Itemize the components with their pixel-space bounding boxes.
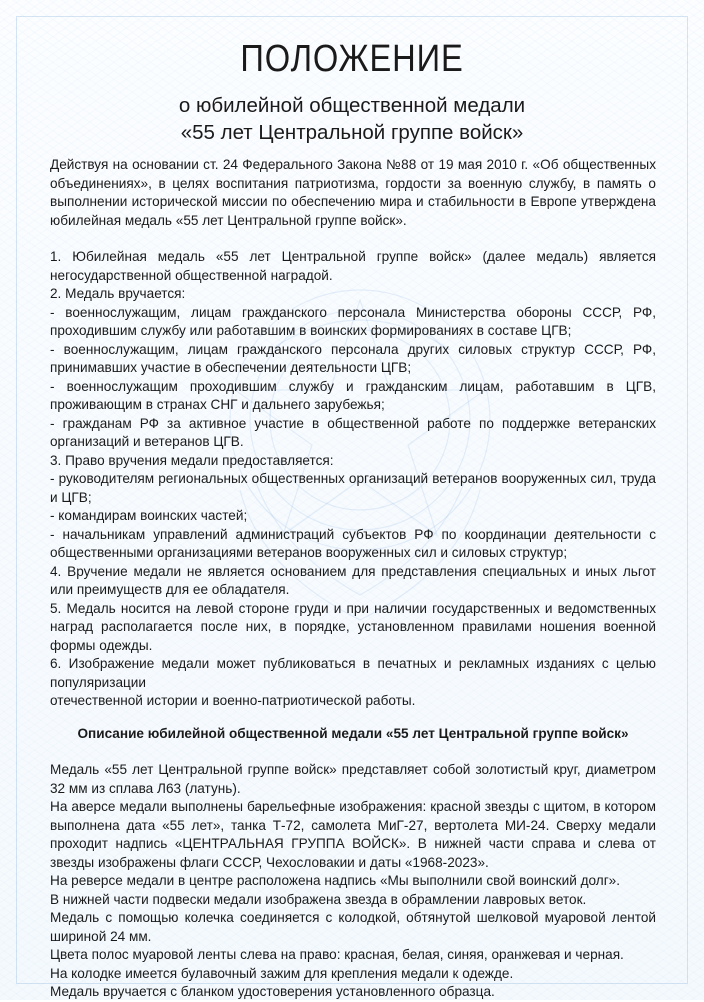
description-heading: Описание юбилейной общественной медали «55 лет Центральной группе войск» [77,725,629,741]
list-item: - военнослужащим, лицам гражданского персонала Министерства обороны СССР, РФ, проходившим службу или работавшим в воинских формированиях в составе ЦГВ; [50,304,656,338]
list-item: 1. Юбилейная медаль «55 лет Центральной группе войск» (далее медаль) является негосударственной общественной наградой. [50,249,656,283]
paragraph-gap [50,230,656,248]
subtitle-line-2: «55 лет Центральной группе войск» [180,121,524,144]
document-subtitle [0,92,704,146]
description-paragraph: Медаль вручается с бланком удостоверения установленного образца. [50,984,495,999]
list-item: 4. Вручение медали не является основанием для представления специальных и иных льгот или преимуществ для ее обладателя. [50,563,656,597]
document-title: ПОЛОЖЕНИЕ [240,38,464,80]
intro-paragraph: Действуя на основании ст. 24 Федерального Закона №88 от 19 мая 2010 г. «Об общественных объединениях», в целях воспитания патриотизма, гордости за военную службу, в память о выполнении исторической миссии по обеспечению мира и стабильности в Европе утверждена юбилейная медаль «55 лет Центральной группе войск». [50,157,656,228]
list-item: 6. Изображение медали может публиковаться в печатных и рекламных изданиях с целью популяризации [50,656,656,690]
list-item: - военнослужащим проходившим службу и гражданским лицам, работавшим в ЦГВ, проживающим в странах СНГ и дальнего зарубежья; [50,378,656,412]
description-paragraph: Цвета полос муаровой ленты слева на право: красная, белая, синяя, оранжевая и черная. [50,947,624,962]
subtitle-line-1: о юбилейной общественной медали [178,94,526,117]
description-paragraph: На аверсе медали выполнены барельефные изображения: красной звезды с щитом, в котором выполнена дата «55 лет», танка Т-72, самолета МиГ-27, вертолета МИ-24. Сверху медали проходит надпись «ЦЕНТРАЛЬНАЯ ГРУППА ВОЙСК». В нижней части справа и слева от звезды изображены флаги СССР, Чехословакии и даты «1968-2023». [50,799,656,870]
document-body [50,156,656,1002]
description-paragraph: Медаль с помощью колечка соединяется с колодкой, обтянутой шелковой муаровой лентой шириной 24 мм. [50,910,656,944]
description-paragraph: В нижней части подвески медали изображена звезда в обрамлении лавровых веток. [50,891,587,907]
list-item: 2. Медаль вручается: [50,286,186,301]
list-item: 3. Право вручения медали предоставляется: [50,452,334,468]
list-item: - командирам воинских частей; [50,508,248,523]
list-item: - начальникам управлений администраций субъектов РФ по координации деятельности с общественными организациями ветеранов вооруженных сил и силовых структур; [50,526,656,560]
list-item: отечественной истории и военно-патриотической работы. [50,693,416,708]
description-paragraph: Медаль «55 лет Центральной группе войск» представляет собой золотистый круг, диаметром 32 мм из сплава Л63 (латунь). [50,762,656,796]
description-paragraph: На реверсе медали в центре расположена надпись «Мы выполнили свой воинский долг». [50,873,620,888]
description-paragraph: На колодке имеется булавочный зажим для крепления медали к одежде. [50,965,514,981]
list-item: - гражданам РФ за активное участие в общественной работе по поддержке ветеранских организаций и ветеранов ЦГВ. [50,415,656,449]
list-item: 5. Медаль носится на левой стороне груди и при наличии государственных и ведомственных наград располагается после них, в порядке, установленном правилами ношения военной формы одежды. [50,600,656,653]
list-item: - руководителям региональных общественных организаций ветеранов вооруженных сил, труда и ЦГВ; [50,471,656,505]
list-item: - военнослужащим, лицам гражданского персонала других силовых структур СССР, РФ, принимавших участие в обеспечении деятельности ЦГВ; [50,341,656,375]
